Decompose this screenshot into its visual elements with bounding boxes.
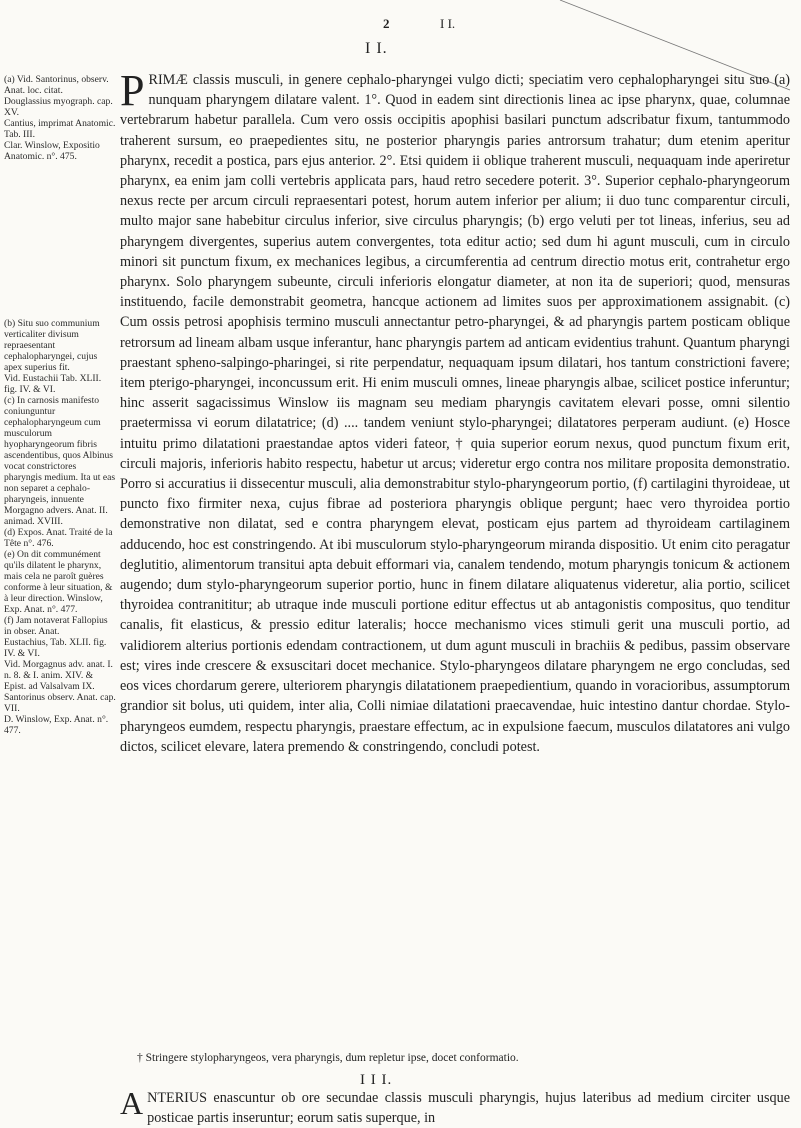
margin-note: Douglassius myograph. cap. XV. xyxy=(4,96,113,118)
margin-note: (d) Expos. Anat. Traité de la Tête n°. 476. xyxy=(4,527,113,549)
margin-note: D. Winslow, Exp. Anat. n°. 477. xyxy=(4,714,109,736)
drop-cap: A xyxy=(120,1085,144,1121)
margin-note: (f) Jam notaverat Fallopius in obser. Anat. xyxy=(4,615,108,637)
folio-number: I I. xyxy=(440,16,456,31)
main-text-section-1 xyxy=(120,66,790,960)
margin-note: (a) Vid. Santorinus, observ. Anat. loc. citat. xyxy=(4,74,109,96)
margin-notes-top xyxy=(4,74,116,162)
paragraph-text: NTERIUS enascuntur ob ore secundae classis musculi pharyngis, hujus lateribus ad medium circiter usque posticae partis inseruntur; eorum satis superque, in xyxy=(147,1090,790,1127)
section-heading-2: I I I. xyxy=(360,1072,393,1088)
margin-note: Vid. Morgagnus adv. anat. I. n. 8. & I. anim. XIV. & Epist. ad Valsalvam IX. xyxy=(4,659,113,692)
paragraph-text: RIMÆ classis musculi, in genere cephalo-pharyngei vulgo dicti; speciatim vero cephalopharyngei situ suo (a) nunquam pharyngem dilatare valent. 1°. Quod in eadem sint directionis linea ac ipse pharynx, quae, columnae vertebrarum habetur parallela. Cum vero ossis occipitis apophisi basilari punctum adscribatur fixum, tantummodo traherent sursum, eo praepedientes situ, ne posterior pharyngis paries antrorsum trahatur; dum etenim aperitur pharynx, recedit a postica, pars ejus anterior. 2°. Etsi quidem ii oblique traherent musculi, nequaquam inde aperiretur pharynx, ea enim jam colli vertebris applicata pars, haud retro secedere poterit. 3°. Superior cephalo-pharyngeorum nexus recte per arcum circuli repraesentari potest, horum autem inferior per alium; ii duo tunc comparentur circuli, multo major sane habebitur circulus inferior, sive circulus pharyngis; (b) ergo veluti per tot lineas, inferius, seu ad pharyngem divergentes, superius autem convergentes, tota editur actio; sed dum hi agunt musculi, cum in circulo minori sit punctum fixum, ex mechanices legibus, a circumferentia ad centrum directio motus erit, contrahetur ergo pharynx. Solo pharyngem subeunte, circuli inferioris elongatur diameter, at non ita de superiori; quod, mensuras instituendo, facile demonstrabit geometra, hancque actionem ad limites suos per approximationem assignabit. (c) Cum ossis petrosi apophisis termino musculi annectantur petro-pharyngei, & ad pharyngis partem posticam oblique retrorsum ad lineam albam usque inferantur, hanc pharyngis partem ad anticam evidentius trahunt. Quantum pharyngi praestant spheno-salpingo-pharingei, si rite perpendatur, nequaquam ipsum dilatari, hos tantum constrictioni favere; item pterigo-pharyngei, inconcussum erit. Hi enim musculi omnes, lineae pharyngis albae, scilicet postice inferuntur; hinc asserit sagacissimus Winslow iis magnam seu mediam pharyngis cavitatem elevari posse, omni silentio praetermissa vi eorum dilatatrice; (d) .... tandem veniunt stylo-pharyngei; dilatatores perperam audiunt. (e) Hosce intuitu primo dilatationi praestandae aptos videri fateor, † quia superior eorum nexus, quod punctum fixum erit, circuli majoris, inferioris habito respectu, habetur ut arcus; videretur ergo contra nos militare proposita demonstratio. Porro si accuratius ii dissecentur musculi, alia demonstrabitur stylo-pharyngeorum portio, (f) cartilagini thyroideae, ut puncto fixo firmiter nexa, cujus fibrae ad posteriora pharyngis oblique pergunt; haec vero thyroidea portio demonstrative non dilatat, sed e contra pharyngem elevat, posticam ejus partem ad thyroideam cartilaginem adducendo, hoc est constringendo. At ibi musculorum stylo-pharyngeorum miranda dispositio. Ut enim cito peragatur deglutitio, alimentorum transitui apta debuit efformari via, canalem tendendo, motum pharyngis tonicum & actionem augendo; dum stylo-pharyngeorum superior portio, hunc in finem dilatare aliquatenus videretur, alia portio, scilicet thyroidea contranititur; ab utraque inde musculi portione editur effectus ut ab antagonistis compositus, quo tenditur canalis, fit elasticus, & pressio editur lateralis; hocce mechanismo vices stimuli gerit una musculi portio, ad validiorem alterius portionis edendam contractionem, ut dum agunt musculi in brachiis & pedibus, passim observare est; vires inde crescere & exsuscitari docet mechanice. Stylo-pharyngeos dilatare pharyngem ne ergo concludas, sed eos vices chordarum gerere, ulteriorem pharyngis dilatationem praepedientium, quando in voracioribus, assumptorum grandior sit bolus, uti quidem, inter alia, Colli nimiae dilatationi praecavendae, huic intestino dantur chordae. Stylo-pharyngeos eumdem, respectu pharyngis, praestare effectum, ac in expulsione faecum, musculos dilatatores ani vulgo dictos, scilicet elevare, latera premendo & constringendo, concludi potest. xyxy=(120,72,790,755)
drop-cap: P xyxy=(120,66,145,115)
margin-note: Eustachius, Tab. XLII. fig. IV. & VI. xyxy=(4,637,107,659)
margin-note: Cantius, imprimat Anatomic. Tab. III. xyxy=(4,118,116,140)
margin-note: (e) On dit communément qu'ils dilatent le pharynx, mais cela ne paroît guères conforme à leur situation, & à leur direction. Winslow, Exp. Anat. n°. 477. xyxy=(4,549,113,615)
main-text-section-2 xyxy=(120,1085,790,1127)
footnote: † Stringere stylopharyngeos, vera pharyngis, dum repletur ipse, docet conformatio. xyxy=(137,1052,519,1064)
margin-note: (c) In carnosis manifesto coniunguntur cephalopharyngeum cum musculorum hyopharyngeorum fibris ascendentibus, quos Albinus vocat constrictores pharyngis medium. Ita ut eas non separet a cephalo-pharyngeis, innuente Morgagno advers. Anat. II. animad. XVIII. xyxy=(4,395,116,527)
margin-notes-lower xyxy=(4,318,116,736)
margin-note: (b) Situ suo communium verticaliter divisum repraesentant cephalopharyngei, cujus apex superius fit. xyxy=(4,318,100,373)
signature-mark: 2 xyxy=(383,16,390,31)
margin-note: Clar. Winslow, Expositio Anatomic. n°. 475. xyxy=(4,140,100,162)
section-heading: I I. xyxy=(365,40,388,57)
margin-note: Santorinus observ. Anat. cap. VII. xyxy=(4,692,116,714)
margin-note: Vid. Eustachii Tab. XLII. fig. IV. & VI. xyxy=(4,373,102,395)
